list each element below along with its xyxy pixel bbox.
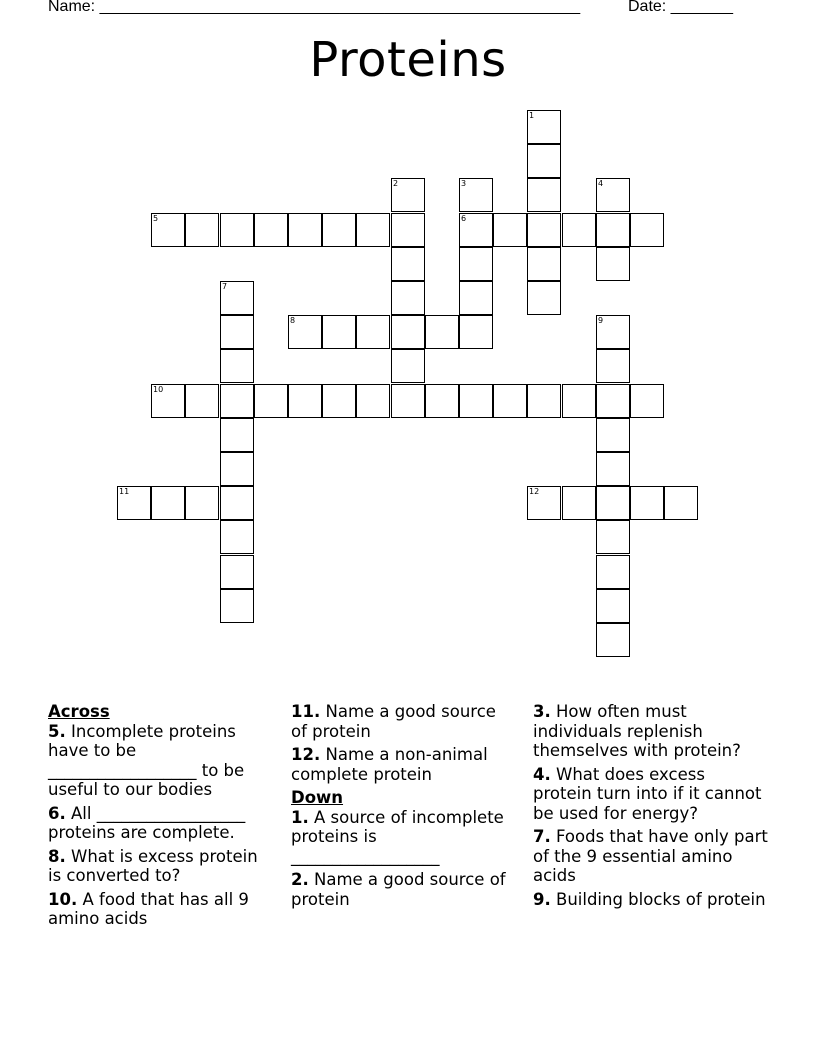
grid-cell[interactable] <box>527 384 561 418</box>
grid-cell[interactable] <box>527 178 561 212</box>
grid-cell[interactable] <box>117 486 151 520</box>
grid-cell[interactable] <box>630 486 664 520</box>
grid-cell[interactable] <box>527 247 561 281</box>
grid-cell[interactable] <box>185 384 219 418</box>
grid-cell[interactable] <box>493 384 527 418</box>
grid-cell[interactable] <box>596 213 630 247</box>
clue-number: 10 <box>153 385 164 394</box>
grid-cell[interactable] <box>391 281 425 315</box>
grid-cell[interactable] <box>185 486 219 520</box>
grid-cell[interactable] <box>596 555 630 589</box>
grid-cell[interactable] <box>220 281 254 315</box>
grid-cell[interactable] <box>356 315 390 349</box>
grid-cell[interactable] <box>527 213 561 247</box>
grid-cell[interactable] <box>151 486 185 520</box>
across-heading: Across <box>48 702 110 721</box>
grid-cell[interactable] <box>459 213 493 247</box>
clue-number: 12 <box>529 487 540 496</box>
grid-cell[interactable] <box>596 349 630 383</box>
grid-cell[interactable] <box>596 178 630 212</box>
clue-down-9: 9. Building blocks of protein <box>533 889 766 909</box>
grid-cell[interactable] <box>459 315 493 349</box>
grid-cell[interactable] <box>596 315 630 349</box>
grid-cell[interactable] <box>596 247 630 281</box>
grid-cell[interactable] <box>596 520 630 554</box>
grid-cell[interactable] <box>254 213 288 247</box>
grid-cell[interactable] <box>185 213 219 247</box>
page-title: Proteins <box>309 32 507 88</box>
grid-cell[interactable] <box>220 315 254 349</box>
grid-cell[interactable] <box>220 452 254 486</box>
grid-cell[interactable] <box>288 315 322 349</box>
clue-down-1: 1. A source of incomplete proteins is __________________ <box>291 807 504 866</box>
grid-cell[interactable] <box>596 589 630 623</box>
grid-cell[interactable] <box>220 486 254 520</box>
clue-across-6: 6. All __________________ proteins are complete. <box>48 803 246 842</box>
grid-cell[interactable] <box>459 384 493 418</box>
clue-number: 7 <box>222 282 228 291</box>
grid-cell[interactable] <box>527 110 561 144</box>
grid-cell[interactable] <box>562 384 596 418</box>
grid-cell[interactable] <box>630 384 664 418</box>
grid-cell[interactable] <box>630 213 664 247</box>
grid-cell[interactable] <box>391 247 425 281</box>
grid-cell[interactable] <box>288 213 322 247</box>
down-heading: Down <box>291 788 344 807</box>
grid-cell[interactable] <box>322 213 356 247</box>
grid-cell[interactable] <box>596 623 630 657</box>
name-field[interactable]: Name: ______________________________________________________ <box>48 0 581 15</box>
grid-cell[interactable] <box>322 315 356 349</box>
clues-column-3 <box>533 702 768 913</box>
clue-across-8: 8. What is excess protein is converted to? <box>48 846 258 885</box>
grid-cell[interactable] <box>151 384 185 418</box>
grid-cell[interactable] <box>220 520 254 554</box>
clue-number: 5 <box>153 214 159 223</box>
clue-across-12: 12. Name a non-animal complete protein <box>291 745 488 784</box>
clue-down-7: 7. Foods that have only part of the 9 essential amino acids <box>533 827 768 885</box>
grid-cell[interactable] <box>425 384 459 418</box>
grid-cell[interactable] <box>562 486 596 520</box>
grid-cell[interactable] <box>527 281 561 315</box>
clue-across-11: 11. Name a good source of protein <box>291 702 496 741</box>
grid-cell[interactable] <box>562 213 596 247</box>
clue-down-4: 4. What does excess protein turn into if it cannot be used for energy? <box>533 764 762 823</box>
grid-cell[interactable] <box>596 486 630 520</box>
clues-column-1 <box>48 702 273 933</box>
grid-cell[interactable] <box>322 384 356 418</box>
clue-number: 4 <box>598 179 604 188</box>
clues-column-2 <box>291 702 516 913</box>
grid-cell[interactable] <box>527 144 561 178</box>
clue-number: 2 <box>393 179 399 188</box>
grid-cell[interactable] <box>425 315 459 349</box>
grid-cell[interactable] <box>220 384 254 418</box>
clue-down-2: 2. Name a good source of protein <box>291 870 506 909</box>
grid-cell[interactable] <box>220 213 254 247</box>
grid-cell[interactable] <box>391 213 425 247</box>
clue-down-3: 3. How often must individuals replenish themselves with protein? <box>533 702 741 760</box>
clue-number: 8 <box>290 316 296 325</box>
grid-cell[interactable] <box>356 384 390 418</box>
grid-cell[interactable] <box>459 247 493 281</box>
grid-cell[interactable] <box>220 555 254 589</box>
date-field[interactable]: Date: _______ <box>628 0 733 15</box>
grid-cell[interactable] <box>391 349 425 383</box>
grid-cell[interactable] <box>596 384 630 418</box>
clue-number: 11 <box>119 487 130 496</box>
grid-cell[interactable] <box>596 418 630 452</box>
grid-cell[interactable] <box>356 213 390 247</box>
grid-cell[interactable] <box>391 384 425 418</box>
grid-cell[interactable] <box>254 384 288 418</box>
clue-across-5: 5. Incomplete proteins have to be __________________ to be useful to our bodies <box>48 721 245 799</box>
grid-cell[interactable] <box>220 349 254 383</box>
clue-number: 9 <box>598 316 604 325</box>
grid-cell[interactable] <box>288 384 322 418</box>
grid-cell[interactable] <box>664 486 698 520</box>
grid-cell[interactable] <box>459 281 493 315</box>
clue-number: 1 <box>529 111 535 120</box>
grid-cell[interactable] <box>220 418 254 452</box>
grid-cell[interactable] <box>527 486 561 520</box>
grid-cell[interactable] <box>220 589 254 623</box>
clue-across-10: 10. A food that has all 9 amino acids <box>48 889 249 928</box>
grid-cell[interactable] <box>596 452 630 486</box>
grid-cell[interactable] <box>151 213 185 247</box>
clue-number: 6 <box>461 214 467 223</box>
clue-number: 3 <box>461 179 467 188</box>
grid-cell[interactable] <box>391 178 425 212</box>
grid-cell[interactable] <box>459 178 493 212</box>
grid-cell[interactable] <box>493 213 527 247</box>
grid-cell[interactable] <box>391 315 425 349</box>
